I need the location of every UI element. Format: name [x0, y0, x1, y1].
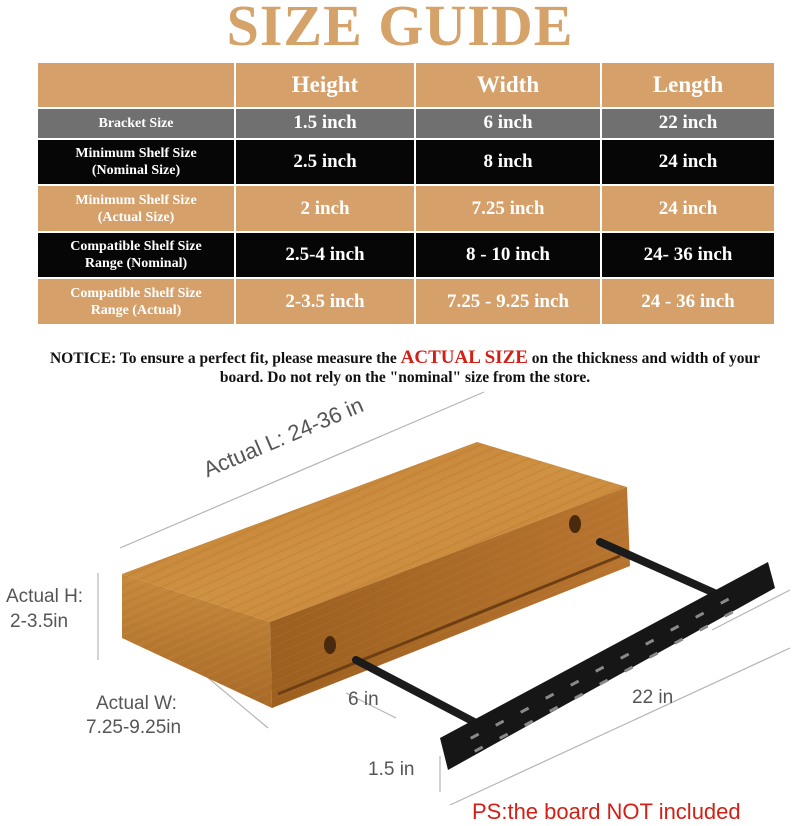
column-header-height: Height — [236, 63, 414, 107]
width-label-line: 7.25-9.25in — [86, 717, 182, 738]
cell-height: 2.5-4 inch — [236, 233, 414, 278]
cell-height: 2-3.5 inch — [236, 279, 414, 324]
height-label-line: 2-3.5in — [10, 611, 69, 632]
length-label: Actual L: 24-36 in — [199, 392, 367, 483]
row-label-line: Range (Nominal) — [84, 256, 188, 272]
cell-length: 24- 36 inch — [602, 233, 774, 278]
cell-length: 22 inch — [602, 109, 774, 138]
column-header-length: Length — [602, 63, 774, 107]
cell-width: 7.25 - 9.25 inch — [416, 279, 600, 324]
width-label-line: Actual W: — [96, 693, 177, 714]
cell-length: 24 - 36 inch — [602, 279, 774, 324]
notice-text: on the thickness and width of your board. Do not rely on the "nominal" size from the store. — [219, 350, 761, 386]
notice-highlight: ACTUAL SIZE — [400, 347, 528, 368]
cell-length: 24 inch — [602, 186, 774, 231]
row-label-line: Range (Actual) — [90, 302, 182, 318]
row-label-line: Minimum Shelf Size — [75, 192, 197, 208]
row-label-line: Minimum Shelf Size — [75, 146, 197, 162]
cell-height: 2 inch — [236, 186, 414, 231]
column-header-width: Width — [416, 63, 600, 107]
board-not-included-note: PS:the board NOT included — [472, 799, 741, 824]
row-label-line: (Actual Size) — [97, 209, 175, 225]
row-label-line: Bracket Size — [98, 115, 174, 131]
height-label-line: Actual H: — [6, 586, 84, 607]
bracket-length-label: 22 in — [632, 687, 674, 708]
page-title: SIZE GUIDE — [226, 0, 574, 58]
row-label-line: Compatible Shelf Size — [70, 239, 202, 255]
row-label-line: (Nominal Size) — [91, 163, 181, 179]
row-label-line: Compatible Shelf Size — [70, 285, 202, 301]
cell-height: 1.5 inch — [236, 109, 414, 138]
cell-length: 24 inch — [602, 140, 774, 185]
notice-text: NOTICE: To ensure a perfect fit, please measure the — [49, 350, 401, 367]
cell-width: 6 inch — [416, 109, 600, 138]
cell-width: 8 - 10 inch — [416, 233, 600, 278]
cell-width: 8 inch — [416, 140, 600, 185]
cell-width: 7.25 inch — [416, 186, 600, 231]
bracket-depth-label: 6 in — [348, 689, 379, 710]
cell-height: 2.5 inch — [236, 140, 414, 185]
bracket-height-label: 1.5 in — [368, 759, 415, 780]
